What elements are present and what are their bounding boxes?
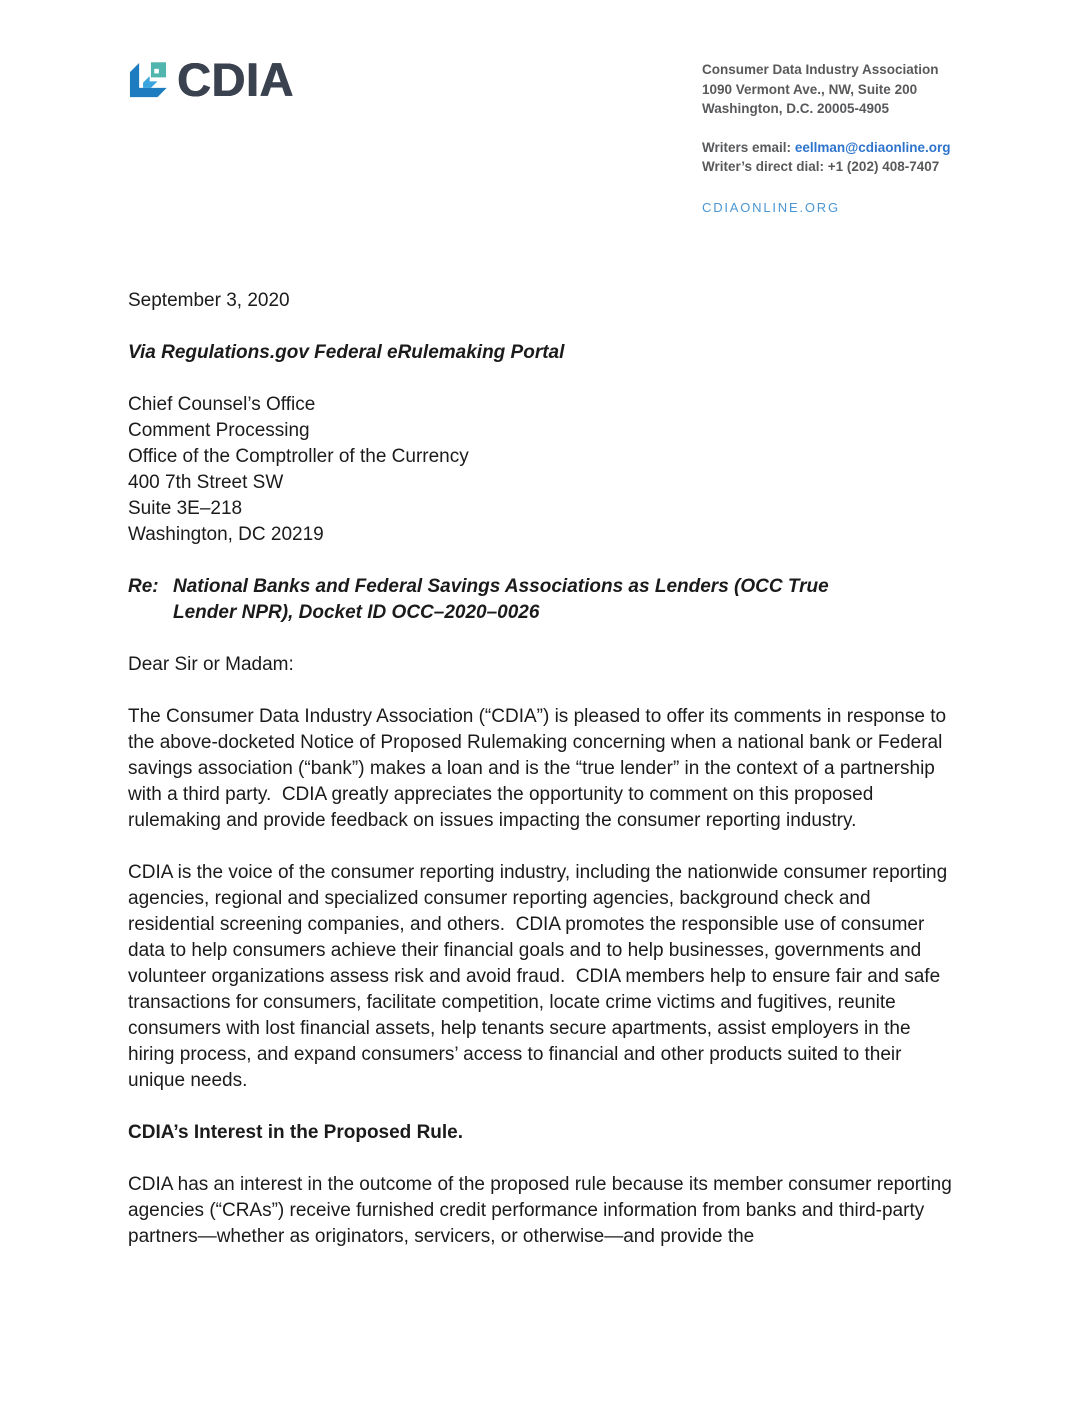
- recipient-address-block: [128, 392, 962, 548]
- delivery-method-line: Via Regulations.gov Federal eRulemaking Portal: [128, 342, 565, 363]
- letter-date: September 3, 2020: [128, 290, 290, 311]
- paragraph-2: CDIA is the voice of the consumer reporting industry, including the nationwide consumer reporting agencies, regional and specialized consumer reporting agencies, background check and residential screening companies, and others. CDIA promotes the responsible use of consumer data to help consumers achieve their financial goals and to help businesses, governments and volunteer organizations assess risk and avoid fraud. CDIA members help to ensure fair and safe transactions for consumers, facilitate competition, locate crime victims and fugitives, reunite consumers with lost financial assets, help tenants secure apartments, assist employers in the hiring process, and expand consumers’ access to financial and other products suited to their unique needs.: [128, 862, 953, 1091]
- recipient-line: Suite 3E–218: [128, 498, 243, 519]
- writer-contact-group: [702, 138, 951, 177]
- org-address-line2: Washington, D.C. 20005-4905: [702, 101, 890, 116]
- paragraph-3: CDIA has an interest in the outcome of the proposed rule because its member consumer reporting agencies (“CRAs”) receive furnished credit performance information from banks and third-party partners—whether as originators, servicers, or otherwise—and provide the: [128, 1174, 958, 1247]
- section-heading: CDIA’s Interest in the Proposed Rule.: [128, 1122, 464, 1143]
- recipient-line: Office of the Comptroller of the Currency: [128, 446, 469, 467]
- org-name: Consumer Data Industry Association: [702, 62, 939, 77]
- cdia-wordmark: CDIA: [177, 53, 294, 106]
- org-address-line1: 1090 Vermont Ave., NW, Suite 200: [702, 81, 918, 97]
- recipient-line: 400 7th Street SW: [128, 472, 284, 493]
- writer-email-label: Writers email:: [702, 139, 792, 155]
- recipient-line: Chief Counsel’s Office: [128, 394, 316, 415]
- writer-email-line: [702, 138, 951, 158]
- salutation: Dear Sir or Madam:: [128, 654, 294, 675]
- re-subject-text: National Banks and Federal Savings Associations as Lenders (OCC True Lender NPR), Docket ID OCC–2020–0026: [173, 576, 829, 623]
- paragraph-1: The Consumer Data Industry Association (“CDIA”) is pleased to offer its comments in response to the above-docketed Notice of Proposed Rulemaking concerning when a national bank or Federal savings association (“bank”) makes a loan and is the “true lender” in the context of a partnership with a third party. CDIA greatly appreciates the opportunity to comment on this proposed rulemaking and provide feedback on issues impacting the consumer reporting industry.: [128, 706, 952, 831]
- recipient-line: Washington, DC 20219: [128, 524, 324, 545]
- cdia-logo: [126, 53, 294, 106]
- letter-body: [128, 288, 962, 1276]
- writer-email-link[interactable]: eellman@cdiaonline.org: [794, 139, 951, 155]
- writer-dial-line: Writer’s direct dial: +1 (202) 408-7407: [702, 159, 940, 174]
- re-label: Re:: [128, 576, 159, 597]
- website-link[interactable]: CDIAONLINE.ORG: [702, 199, 840, 215]
- cdia-logo-icon: [126, 59, 168, 101]
- re-subject-block: [128, 574, 962, 626]
- org-contact-block: [702, 60, 951, 217]
- recipient-line: Comment Processing: [128, 420, 310, 441]
